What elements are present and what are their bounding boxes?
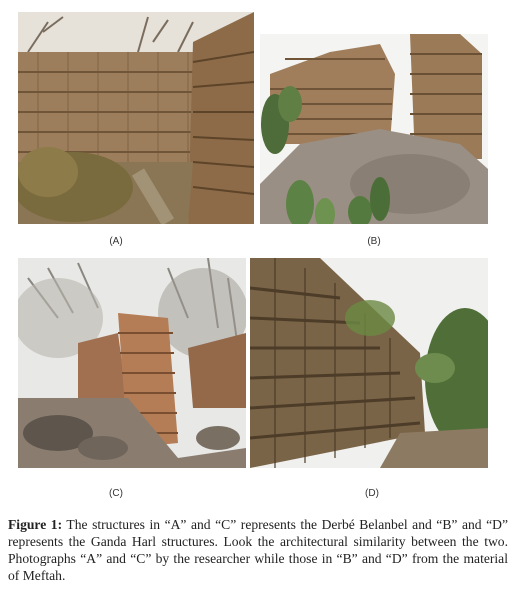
photo-c xyxy=(18,258,246,468)
photo-a xyxy=(18,12,254,224)
figure-caption xyxy=(8,516,508,584)
panel-label-c: (C) xyxy=(109,488,123,499)
panel-label-d: (D) xyxy=(365,488,379,499)
photo-d xyxy=(250,258,488,468)
panel-label-b: (B) xyxy=(367,236,381,247)
panel-label-a: (A) xyxy=(109,236,123,247)
figure-label: Figure 1: xyxy=(8,517,63,532)
photo-b xyxy=(260,34,488,224)
caption-text: The structures in “A” and “C” represents the Derbé Belanbel and “B” and “D” represents the Ganda Harl structures. Look the architectural similarity between the two. Photographs “A” and “C” by the researcher while those in “B” and “D” from the material of Meftah. xyxy=(8,517,509,583)
